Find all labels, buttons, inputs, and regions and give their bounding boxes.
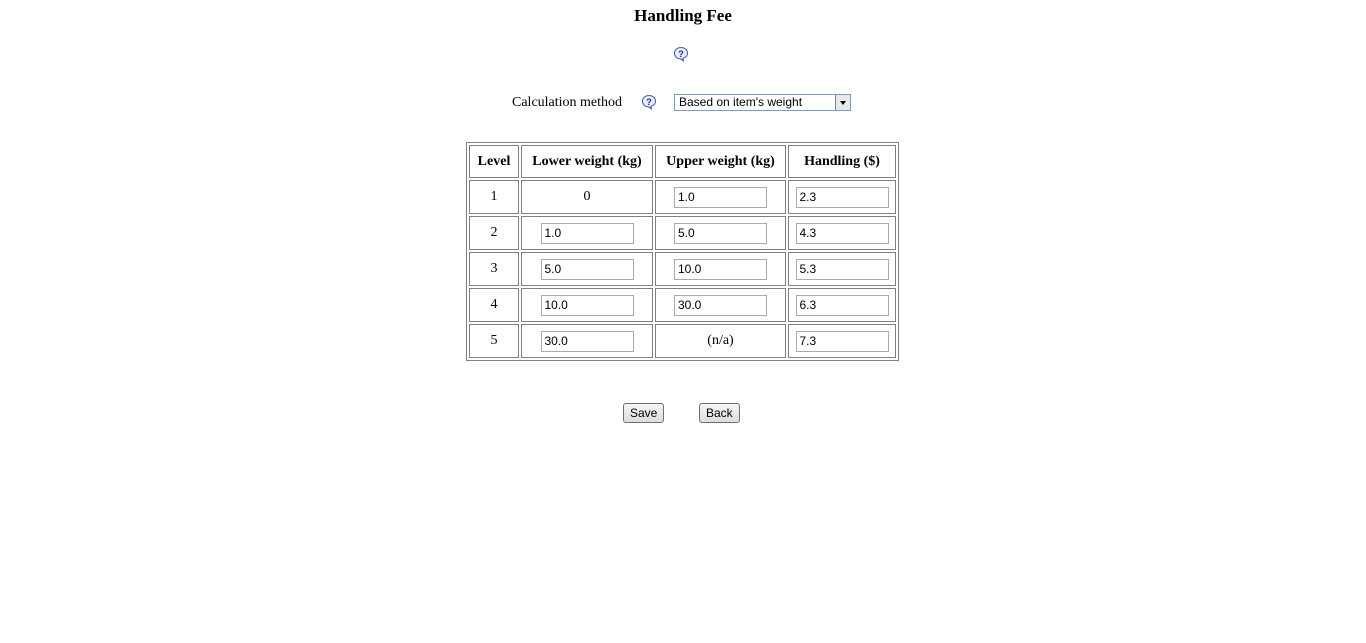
handling-fee-input[interactable] [796,187,889,208]
lower-weight-cell [521,288,653,322]
handling-fee-input[interactable] [796,295,889,316]
calculation-method-value: Based on item's weight [679,95,803,109]
lower-weight-cell [521,324,653,358]
handling-fee-input[interactable] [796,223,889,244]
back-button[interactable]: Back [699,403,740,423]
svg-text:?: ? [646,96,652,107]
level-cell: 2 [469,216,519,250]
column-header-upper-weight: Upper weight (kg) [655,145,786,178]
lower-weight-input[interactable] [541,259,634,280]
column-header-level: Level [469,145,519,178]
table-row [469,180,896,214]
handling-cell [788,324,896,358]
upper-weight-cell [655,180,786,214]
page-title: Handling Fee [634,6,732,25]
handling-cell [788,180,896,214]
chevron-down-icon[interactable] [835,95,850,110]
handling-fee-input[interactable] [796,259,889,280]
lower-weight-input[interactable] [541,295,634,316]
question-help-icon[interactable] [641,94,657,110]
upper-weight-input[interactable] [674,187,767,208]
lower-weight-input[interactable] [541,331,634,352]
lower-weight-cell [521,180,653,214]
calculation-method-label: Calculation method [512,95,623,110]
table-row [469,288,896,322]
lower-weight-cell [521,216,653,250]
level-cell: 3 [469,252,519,286]
level-cell: 4 [469,288,519,322]
table-row [469,216,896,250]
upper-weight-input[interactable] [674,259,767,280]
handling-cell [788,252,896,286]
upper-weight-input[interactable] [674,295,767,316]
level-cell: 5 [469,324,519,358]
table-row [469,252,896,286]
lower-weight-value: 0 [583,189,591,204]
save-button[interactable]: Save [623,403,664,423]
svg-text:?: ? [678,48,684,59]
column-header-lower-weight: Lower weight (kg) [521,145,653,178]
handling-cell [788,288,896,322]
question-help-icon[interactable] [673,46,689,62]
handling-fee-table [466,142,899,361]
upper-weight-cell [655,252,786,286]
table-row [469,324,896,358]
upper-weight-input[interactable] [674,223,767,244]
level-cell: 1 [469,180,519,214]
upper-weight-cell [655,324,786,358]
handling-cell [788,216,896,250]
upper-weight-value: (n/a) [707,333,734,348]
upper-weight-cell [655,288,786,322]
column-header-handling: Handling ($) [788,145,896,178]
lower-weight-input[interactable] [541,223,634,244]
calculation-method-select[interactable] [674,94,851,111]
handling-fee-input[interactable] [796,331,889,352]
upper-weight-cell [655,216,786,250]
table-header-row [469,145,896,178]
lower-weight-cell [521,252,653,286]
